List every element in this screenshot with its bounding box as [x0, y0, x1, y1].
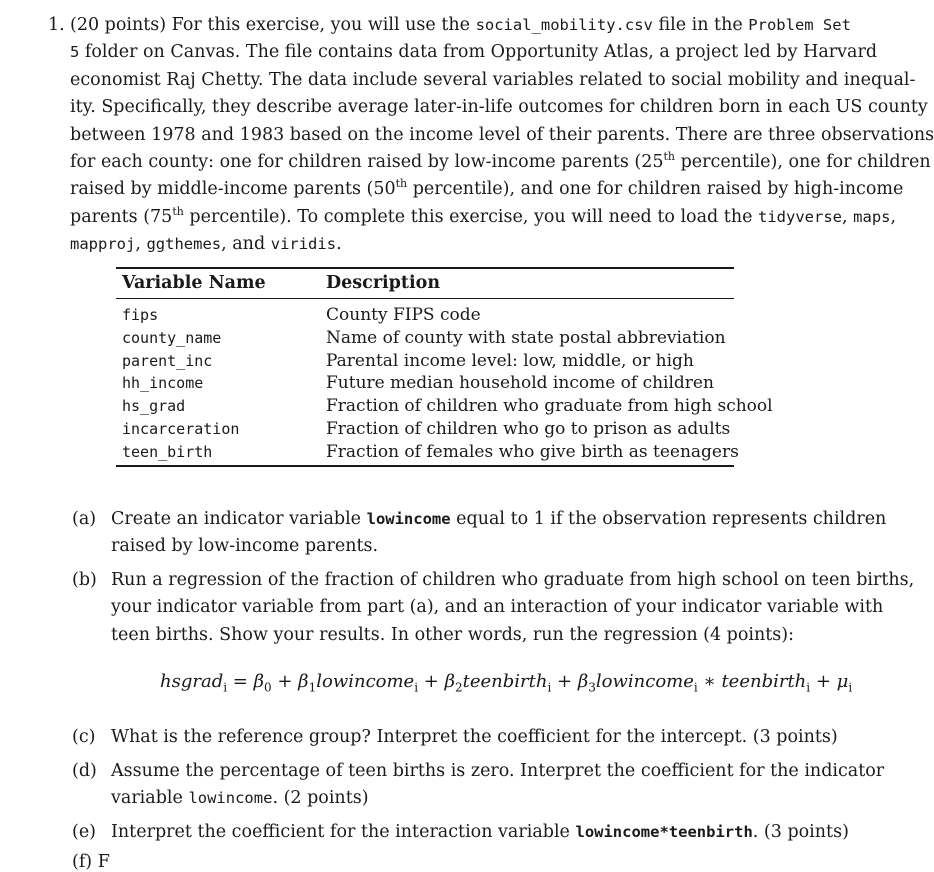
eq-variable: lowincome [316, 671, 415, 692]
text-run: (20 points) For this exercise, you will use the [70, 15, 476, 35]
part-line [111, 785, 831, 812]
description-cell: Future median household income of children [326, 373, 714, 394]
part-label: (d) [72, 761, 97, 781]
part-label: (e) [72, 822, 97, 842]
text-run: , [135, 234, 147, 255]
intro-line [70, 204, 897, 231]
superscript: th [663, 150, 676, 164]
table-row [116, 372, 734, 395]
intro-line [70, 39, 878, 66]
code-term: 5 [70, 43, 80, 62]
intro-line [70, 122, 934, 149]
table-bottom-rule [116, 465, 734, 467]
superscript: th [395, 177, 408, 191]
eq-variable: μ [836, 671, 849, 692]
text-run: folder on Canvas. The file contains data from Opportunity Atlas, a project led by Harvard [79, 42, 878, 63]
code-term-bold: lowincome [366, 510, 451, 528]
variable-name-cell: teen_birth [122, 442, 213, 461]
variable-name-cell: parent_inc [122, 351, 213, 370]
regression-equation [160, 671, 852, 695]
description-cell: Parental income level: low, middle, or high [326, 350, 694, 371]
variable-name-cell: county_name [122, 328, 222, 347]
table-row [116, 350, 734, 373]
text-run: for each county: one for children raised by low-income parents (25 [70, 152, 664, 173]
intro-line [70, 94, 928, 121]
intro-line [70, 176, 904, 203]
table-top-rule [116, 267, 734, 269]
text-run: What is the reference group? Interpret the coefficient for the intercept. (3 points) [111, 727, 838, 747]
text-run: raised by low-income parents. [111, 536, 379, 557]
eq-variable: β [444, 671, 455, 692]
code-term: Problem Set [748, 16, 851, 34]
text-run: Run a regression of the fraction of children who graduate from high school on teen births, [111, 570, 915, 590]
text-run: raised by middle-income parents (50 [70, 179, 396, 200]
part-line [111, 567, 915, 594]
eq-variable: teenbirth [462, 671, 548, 692]
eq-subscript: 1 [308, 680, 317, 695]
question-number: 1. [48, 15, 65, 35]
eq-subscript: 0 [264, 680, 272, 695]
eq-subscript: 3 [588, 680, 596, 695]
part-line [111, 533, 831, 560]
intro-line [70, 67, 916, 94]
eq-variable: lowincome [595, 671, 694, 692]
variable-name-cell: hs_grad [122, 397, 186, 416]
text-run: , and [221, 234, 271, 255]
eq-subscript: i [848, 680, 853, 695]
part-label: (b) [72, 570, 97, 590]
part-line [111, 724, 838, 751]
table-row [116, 395, 773, 418]
table-row [116, 304, 734, 327]
description-cell: Fraction of females who give birth as teenagers [326, 441, 739, 462]
text-run: . (2 points) [272, 788, 369, 809]
intro-line [70, 231, 830, 258]
table-row [116, 441, 739, 464]
part-line [111, 758, 885, 785]
table-header-variable-name: Variable Name [122, 273, 266, 293]
code-term: social_mobility.csv [475, 16, 653, 34]
variable-name-cell: incarceration [122, 420, 240, 438]
text-run: Assume the percentage of teen births is zero. Interpret the coefficient for the indicator [111, 761, 885, 781]
eq-operator: + [810, 671, 837, 692]
eq-subscript: i [414, 680, 419, 695]
part-label: (a) [72, 509, 97, 529]
code-term: maps [853, 207, 891, 226]
text-run: , [890, 206, 897, 227]
description-cell: Fraction of children who go to prison as adults [326, 419, 731, 439]
table-header-rule [116, 298, 734, 299]
code-term: mapproj [70, 235, 136, 254]
text-run: ity. Specifically, they describe average later-in-life outcomes for children born in each US county [70, 97, 928, 118]
clipped-next-part: (f) F [72, 852, 110, 872]
part-label: (c) [72, 727, 96, 747]
intro-line [70, 149, 931, 176]
part-text [111, 819, 849, 846]
text-run: economist Raj Chetty. The data include several variables related to social mobility and inequal- [70, 69, 916, 90]
part-text [111, 506, 887, 561]
text-run: variable [111, 788, 189, 809]
part-text [111, 758, 885, 813]
text-run: percentile), one for children [675, 152, 931, 173]
intro-paragraph [70, 12, 934, 259]
part-line [111, 819, 849, 846]
part-line [111, 506, 887, 533]
eq-variable: teenbirth [721, 671, 807, 692]
text-run: between 1978 and 1983 based on the income level of their parents. There are three observations [70, 124, 934, 145]
text-run: file in the [652, 15, 749, 35]
text-run: teen births. Show your results. In other words, run the regression (4 points): [111, 624, 795, 645]
eq-variable: β [298, 671, 309, 692]
text-run: percentile). To complete this exercise, you will need to load the [183, 206, 759, 227]
eq-variable: hsgrad [160, 671, 224, 692]
eq-variable: β [577, 671, 589, 692]
table-header-description: Description [326, 273, 441, 293]
eq-operator: + [551, 671, 578, 692]
code-term: lowincome [188, 789, 273, 808]
eq-subscript: i [547, 680, 552, 695]
part-line [111, 622, 831, 649]
eq-subscript: i [693, 680, 698, 695]
eq-operator: = [227, 671, 254, 692]
text-run: , [842, 206, 854, 227]
eq-operator: + [271, 671, 299, 692]
variable-name-cell: hh_income [122, 374, 204, 393]
code-term: viridis [270, 235, 337, 254]
description-cell: Name of county with state postal abbreviation [326, 327, 726, 348]
code-term: tidyverse [758, 207, 843, 226]
table-row [116, 418, 734, 441]
part-text [111, 567, 915, 649]
text-run: . (3 points) [752, 822, 849, 842]
eq-operator: ∗ [697, 671, 722, 692]
variable-name-cell: fips [122, 306, 159, 324]
description-cell: County FIPS code [326, 305, 481, 325]
text-run: percentile), and one for children raised by high-income [407, 179, 904, 200]
text-run: . [336, 234, 342, 255]
table-row [116, 327, 734, 350]
text-run: Interpret the coefficient for the interaction variable [111, 822, 576, 842]
text-run: your indicator variable from part (a), and an interaction of your indicator variable with [111, 597, 884, 618]
eq-subscript: 2 [455, 680, 463, 695]
intro-line [70, 12, 851, 39]
text-run: equal to 1 if the observation represents children [450, 509, 887, 529]
part-text [111, 724, 838, 751]
eq-operator: + [418, 671, 445, 692]
description-cell: Fraction of children who graduate from high school [326, 396, 773, 417]
superscript: th [172, 204, 184, 218]
eq-subscript: i [806, 680, 811, 695]
text-run: Create an indicator variable [111, 509, 367, 529]
text-run: parents (75 [70, 206, 173, 227]
eq-variable: β [253, 671, 264, 692]
eq-subscript: i [223, 680, 228, 695]
code-term-bold: lowincome*teenbirth [575, 823, 753, 841]
part-line [111, 594, 884, 621]
code-term: ggthemes [146, 235, 222, 254]
